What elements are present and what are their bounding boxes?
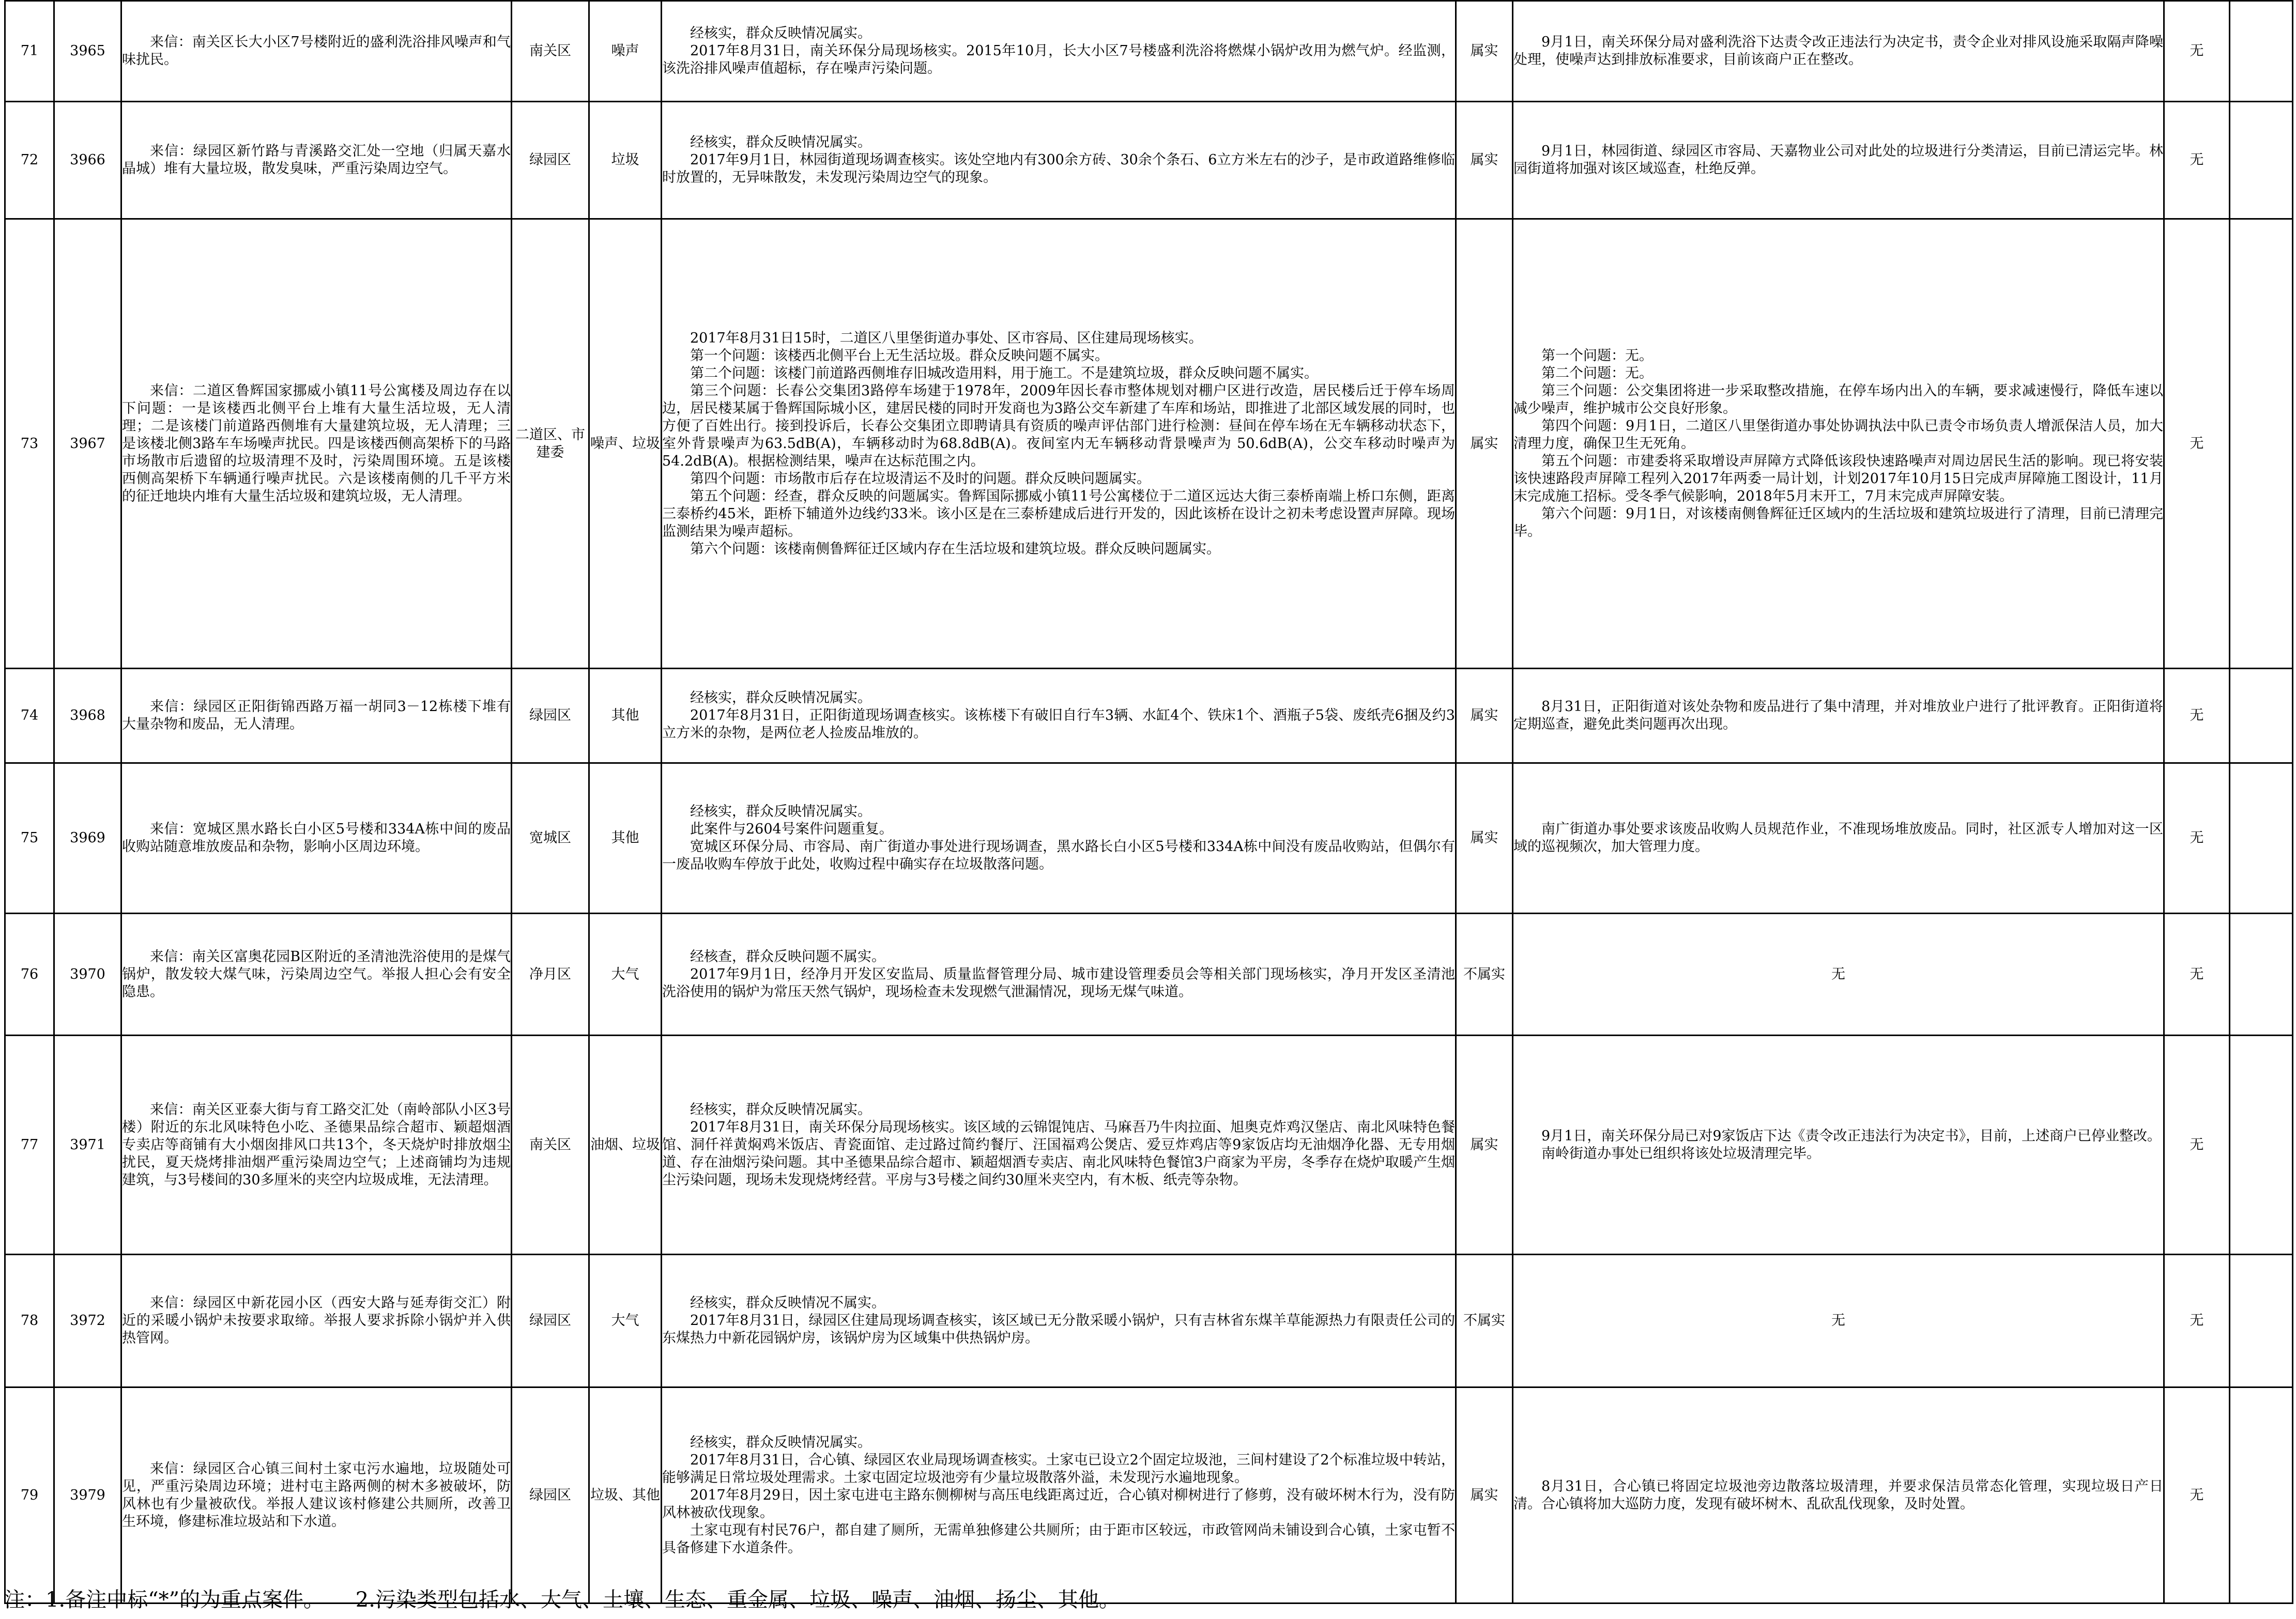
handling-paragraph: 第四个问题：9月1日，二道区八里堡街道办事处协调执法中队已责令市场负责人增派保洁人员，加大清理力度，确保卫生无死角。: [1513, 418, 2163, 452]
pollution-type: 噪声、垃圾: [590, 435, 660, 452]
handling-paragraph: 8月31日，合心镇已将固定垃圾池旁边散落垃圾清理，并要求保洁员常态化管理，实现垃圾日产日清。合心镇将加大巡防力度，发现有破坏树木、乱砍乱伐现象，及时处置。: [1513, 1478, 2163, 1512]
verification-cell: [662, 102, 1456, 219]
case-number: 3966: [70, 152, 105, 168]
report-text: 来信：南关区亚泰大街与育工路交汇处（南岭部队小区3号楼）附近的东北风味特色小吃、圣德果品综合超市、颖超烟酒专卖店等商铺有大小烟囱排风口共13个，冬天烧炉时排放烟尘扰民，夏天烧烤排油烟严重污染周边空气；上述商铺均为违规建筑，与3号楼间的30多厘米的夹空内垃圾成堆，无法清理。: [122, 1101, 511, 1188]
verification-paragraph: 经核实，群众反映情况属实。: [690, 134, 871, 150]
index-cell: [5, 1387, 54, 1603]
handling-paragraph: 第五个问题：市建委将采取增设声屏障方式降低该段快速路噪声对周边居民生活的影响。现已将安装该快速路段声屏障工程列入2017年两委一局计划，计划2017年10月15日完成声屏障施工图设计，11月末完成施工招标。受冬季气候影响，2018年5月末开工，7月末完成声屏障安装。: [1513, 453, 2163, 504]
accountability: 无: [2190, 1313, 2204, 1329]
row-index: 79: [20, 1487, 39, 1503]
handling-paragraph: 第二个问题：无。: [1541, 365, 1653, 381]
handling-cell: [1513, 763, 2164, 914]
verification-paragraph: 2017年8月31日，南关环保分局现场核实。该区域的云锦馄饨店、马麻吾乃牛肉拉面、旭奥克炸鸡汉堡店、南北风味特色餐馆、洞仟祥黄焖鸡米饭店、青瓷面馆、走过路过简约餐厅、汪国福鸡公煲店、爱豆炸鸡店等9家饭店均无油烟净化器、无专用烟道、存在油烟污染问题。其中圣德果品综合超市、颖超烟酒专卖店、南北风味特色餐馆3户商家为平房，冬季存在烧炉取暖产生烟尘污染问题，现场未发现烧烤经营。平房与3号楼之间约30厘米夹空内，有木板、纸壳等杂物。: [662, 1119, 1455, 1188]
report-cell: [121, 1036, 512, 1255]
case-number: 3969: [70, 830, 105, 846]
verification-paragraph: 第四个问题：市场散市后存在垃圾清运不及时的问题。群众反映问题属实。: [690, 470, 1151, 487]
pollution-type-cell: [589, 1387, 662, 1603]
accountability-cell: [2164, 1036, 2230, 1255]
case-number-cell: [54, 1036, 121, 1255]
index-cell: [5, 219, 54, 669]
verification-cell: [662, 763, 1456, 914]
report-cell: [121, 1, 512, 102]
report-text: 来信：南关区长大小区7号楼附近的盛利洗浴排风噪声和气味扰民。: [122, 34, 511, 68]
index-cell: [5, 102, 54, 219]
status-cell: [1456, 1387, 1513, 1603]
remark-cell: [2230, 1387, 2293, 1603]
accountability: 无: [2190, 1136, 2204, 1153]
row-index: 78: [20, 1313, 39, 1329]
pollution-type: 其他: [611, 707, 639, 723]
handling-none: 无: [1831, 966, 1845, 982]
report-cell: [121, 1255, 512, 1387]
district-cell: [512, 914, 589, 1036]
handling-paragraph: 9月1日，林园街道、绿园区市容局、天嘉物业公司对此处的垃圾进行分类清运，目前已清运完毕。林园街道将加强对该区域巡查，杜绝反弹。: [1513, 143, 2163, 177]
accountability-cell: [2164, 1, 2230, 102]
district: 绿园区: [529, 152, 571, 168]
remark-cell: [2230, 102, 2293, 219]
accountability-cell: [2164, 1255, 2230, 1387]
case-number: 3965: [70, 43, 105, 59]
verified-status: 属实: [1470, 435, 1498, 452]
district-cell: [512, 1, 589, 102]
handling-paragraph: 南岭街道办事处已组织将该处垃圾清理完毕。: [1541, 1145, 1820, 1162]
case-number-cell: [54, 763, 121, 914]
district-cell: [512, 219, 589, 669]
handling-paragraph: 第六个问题：9月1日，对该楼南侧鲁辉征迁区域内的生活垃圾和建筑垃圾进行了清理，目前已清理完毕。: [1513, 505, 2163, 539]
case-number: 3968: [70, 707, 105, 723]
verification-paragraph: 第二个问题：该楼门前道路西侧堆存旧城改造用料，用于施工。不是建筑垃圾，群众反映问题不属实。: [690, 365, 1318, 381]
pollution-type-cell: [589, 1036, 662, 1255]
row-index: 74: [20, 707, 39, 723]
district: 绿园区: [529, 707, 571, 723]
verified-status: 属实: [1470, 152, 1498, 168]
district: 宽城区: [529, 830, 571, 846]
accountability-cell: [2164, 669, 2230, 763]
remark-cell: [2230, 1, 2293, 102]
remark-cell: [2230, 219, 2293, 669]
verification-cell: [662, 1255, 1456, 1387]
case-number-cell: [54, 669, 121, 763]
handling-cell: [1513, 219, 2164, 669]
footnote: [4, 1589, 1144, 1611]
handling-cell: [1513, 1387, 2164, 1603]
table-row: [5, 669, 2293, 763]
pollution-type-cell: [589, 914, 662, 1036]
status-cell: [1456, 1255, 1513, 1387]
accountability-cell: [2164, 102, 2230, 219]
report-cell: [121, 219, 512, 669]
district: 南关区: [529, 43, 571, 59]
table-row: [5, 914, 2293, 1036]
accountability-cell: [2164, 763, 2230, 914]
verification-cell: [662, 1036, 1456, 1255]
case-number-cell: [54, 219, 121, 669]
handling-cell: [1513, 669, 2164, 763]
table-body: [5, 1, 2293, 1603]
pollution-type: 垃圾: [611, 152, 639, 168]
pollution-type-cell: [589, 219, 662, 669]
pollution-type-cell: [589, 669, 662, 763]
index-cell: [5, 914, 54, 1036]
verification-paragraph: 2017年8月29日，因土家屯进屯主路东侧柳树与高压电线距离过近，合心镇对柳树进行了修剪，没有破坏树木行为，没有防风林被砍伐现象。: [662, 1487, 1455, 1521]
verification-paragraph: 2017年8月31日，合心镇、绿园区农业局现场调查核实。土家屯已设立2个固定垃圾池，三间村建设了2个标准垃圾中转站，能够满足日常垃圾处理需求。土家屯固定垃圾池旁有少量垃圾散落外溢，未发现污水遍地现象。: [662, 1452, 1455, 1486]
status-cell: [1456, 102, 1513, 219]
case-number: 3970: [70, 966, 105, 982]
verified-status: 属实: [1470, 1136, 1498, 1153]
pollution-type: 噪声: [611, 43, 639, 59]
district: 绿园区: [529, 1487, 571, 1503]
handling-paragraph: 9月1日，南关环保分局已对9家饭店下达《责令改正违法行为决定书》，目前，上述商户已停业整改。: [1541, 1128, 2162, 1144]
district-cell: [512, 102, 589, 219]
row-index: 71: [20, 43, 39, 59]
report-text: 来信：绿园区中新花园小区（西安大路与延寿街交汇）附近的采暖小锅炉未按要求取缔。举报人要求拆除小锅炉并入供热管网。: [122, 1295, 511, 1346]
verified-status: 属实: [1470, 830, 1498, 846]
verified-status: 属实: [1470, 43, 1498, 59]
remark-cell: [2230, 1036, 2293, 1255]
verification-paragraph: 经核实，群众反映情况属实。: [690, 1101, 871, 1118]
case-number-cell: [54, 1387, 121, 1603]
verification-paragraph: 第六个问题：该楼南侧鲁辉征迁区域内存在生活垃圾和建筑垃圾。群众反映问题属实。: [690, 541, 1220, 557]
case-table: [4, 0, 2293, 1604]
accountability: 无: [2190, 43, 2204, 59]
footnote-2: 2.污染类型包括水、大气、土壤、生态、重金属、垃圾、噪声、油烟、扬尘、其他。: [355, 1588, 1120, 1612]
district-cell: [512, 1036, 589, 1255]
handling-cell: [1513, 1, 2164, 102]
pollution-type-cell: [589, 102, 662, 219]
row-index: 73: [20, 435, 39, 452]
verified-status: 不属实: [1463, 966, 1505, 982]
district: 绿园区: [529, 1313, 571, 1329]
handling-cell: [1513, 1036, 2164, 1255]
index-cell: [5, 1, 54, 102]
verification-paragraph: 2017年9月1日，林园街道现场调查核实。该处空地内有300余方砖、30余个条石、6立方米左右的沙子，是市政道路维修临时放置的，无异味散发，未发现污染周边空气的现象。: [662, 152, 1455, 186]
table-row: [5, 763, 2293, 914]
pollution-type: 垃圾、其他: [590, 1487, 660, 1503]
case-number: 3979: [70, 1487, 105, 1503]
accountability-cell: [2164, 1387, 2230, 1603]
district: 南关区: [529, 1136, 571, 1153]
row-index: 76: [20, 966, 39, 982]
verification-paragraph: 土家屯现有村民76户，都自建了厕所，无需单独修建公共厕所；由于距市区较远，市政管网尚未铺设到合心镇，土家屯暂不具备修建下水道条件。: [662, 1522, 1455, 1556]
report-text: 来信：二道区鲁辉国家挪威小镇11号公寓楼及周边存在以下问题：一是该楼西北侧平台上堆有大量生活垃圾，无人清理；二是该楼门前道路西侧堆有大量建筑垃圾，无人清理；三是该楼北侧3路车车场噪声扰民。四是该楼西侧高架桥下的马路市场散市后遗留的垃圾清理不及时，污染周围环境。五是该楼西侧高架桥下车辆通行噪声扰民。六是该楼南侧的几千平方米的征迁地块内堆有大量生活垃圾和建筑垃圾，无人清理。: [122, 382, 511, 504]
accountability: 无: [2190, 707, 2204, 723]
verification-paragraph: 经核实，群众反映情况属实。: [690, 1434, 871, 1451]
verification-paragraph: 经核实，群众反映情况属实。: [690, 804, 871, 820]
case-number: 3972: [70, 1313, 105, 1329]
verification-cell: [662, 219, 1456, 669]
report-cell: [121, 1387, 512, 1603]
verification-paragraph: 2017年8月31日，南关环保分局现场核实。2015年10月，长大小区7号楼盛利洗浴将燃煤小锅炉改用为燃气炉。经监测，该洗浴排风噪声值超标，存在噪声污染问题。: [662, 43, 1455, 76]
district: 二道区、市建委: [515, 426, 585, 460]
pollution-type-cell: [589, 763, 662, 914]
case-number-cell: [54, 914, 121, 1036]
report-cell: [121, 669, 512, 763]
status-cell: [1456, 219, 1513, 669]
accountability: 无: [2190, 830, 2204, 846]
verification-paragraph: 第一个问题：该楼西北侧平台上无生活垃圾。群众反映问题不属实。: [690, 347, 1109, 364]
handling-paragraph: 8月31日，正阳街道对该处杂物和废品进行了集中清理，并对堆放业户进行了批评教育。正阳街道将定期巡查，避免此类问题再次出现。: [1513, 699, 2163, 732]
verification-paragraph: 第五个问题：经查，群众反映的问题属实。鲁辉国际挪威小镇11号公寓楼位于二道区远达大街三泰桥南端上桥口东侧，距离三泰桥约45米，距桥下辅道外边线约33米。该小区是在三泰桥建成后进行开发的，因此该桥在设计之初未考虑设置声屏障。现场监测结果为噪声超标。: [662, 488, 1455, 539]
case-number-cell: [54, 1255, 121, 1387]
verification-cell: [662, 1, 1456, 102]
pollution-type: 油烟、垃圾: [590, 1136, 660, 1153]
accountability: 无: [2190, 966, 2204, 982]
accountability: 无: [2190, 435, 2204, 452]
verification-paragraph: 第三个问题：长春公交集团3路停车场建于1978年，2009年因长春市整体规划对棚户区进行改造，居民楼后迁于停车场周边，居民楼某属于鲁辉国际城小区，建居民楼的同时开发商也为3路公交车新建了车库和场站，即推进了北部区域发展的同时，也方便了百姓出行。接到投诉后，长春公交集团立即聘请具有资质的噪声评估部门进行检测：昼间在停车场在无车辆移动状态下，室外背景噪声为63.5dB(A)，车辆移动时为68.8dB(A)。夜间室内无车辆移动背景噪声为 50.6dB(A)，公交车移动时噪声为54.2dB(A)。根据检测结果，噪声在达标范围之内。: [662, 382, 1455, 469]
status-cell: [1456, 1036, 1513, 1255]
verified-status: 属实: [1470, 707, 1498, 723]
status-cell: [1456, 763, 1513, 914]
handling-cell: [1513, 102, 2164, 219]
verified-status: 属实: [1470, 1487, 1498, 1503]
index-cell: [5, 1036, 54, 1255]
report-cell: [121, 914, 512, 1036]
index-cell: [5, 763, 54, 914]
district-cell: [512, 763, 589, 914]
report-text: 来信：宽城区黑水路长白小区5号楼和334A栋中间的废品收购站随意堆放废品和杂物，影响小区周边环境。: [122, 821, 511, 855]
verification-cell: [662, 669, 1456, 763]
pollution-type: 大气: [611, 966, 639, 982]
handling-paragraph: 第一个问题：无。: [1541, 347, 1653, 364]
report-text: 来信：绿园区新竹路与青溪路交汇处一空地（归属天嘉水晶城）堆有大量垃圾，散发臭味，严重污染周边空气。: [122, 143, 511, 177]
case-number-cell: [54, 1, 121, 102]
verification-cell: [662, 1387, 1456, 1603]
remark-cell: [2230, 763, 2293, 914]
district-cell: [512, 1255, 589, 1387]
table-row: [5, 1387, 2293, 1603]
report-text: 来信：绿园区合心镇三间村土家屯污水遍地，垃圾随处可见，严重污染周边环境；进村屯主路两侧的树木多被破坏，防风林也有少量被砍伐。举报人建议该村修建公共厕所，改善卫生环境，修建标准垃圾站和下水道。: [122, 1460, 511, 1530]
handling-paragraph: 第三个问题：公交集团将进一步采取整改措施，在停车场内出入的车辆，要求减速慢行，降低车速以减少噪声，维护城市公交良好形象。: [1513, 382, 2163, 417]
verification-paragraph: 2017年9月1日，经净月开发区安监局、质量监督管理分局、城市建设管理委员会等相关部门现场核实，净月开发区圣清池洗浴使用的锅炉为常压天然气锅炉，现场检查未发现燃气泄漏情况，现场无煤气味道。: [662, 966, 1455, 1000]
accountability: 无: [2190, 1487, 2204, 1503]
verification-paragraph: 经核实，群众反映情况不属实。: [690, 1295, 885, 1311]
pollution-type-cell: [589, 1255, 662, 1387]
handling-none: 无: [1831, 1313, 1845, 1329]
row-index: 77: [20, 1136, 39, 1153]
remark-cell: [2230, 1255, 2293, 1387]
verification-paragraph: 经核查，群众反映问题不属实。: [690, 948, 885, 965]
pollution-type: 大气: [611, 1313, 639, 1329]
case-number-cell: [54, 102, 121, 219]
district: 净月区: [529, 966, 571, 982]
verified-status: 不属实: [1463, 1313, 1505, 1329]
verification-paragraph: 2017年8月31日，绿园区住建局现场调查核实，该区域已无分散采暖小锅炉，只有吉林省东煤羊草能源热力有限责任公司的东煤热力中新花园锅炉房，该锅炉房为区域集中供热锅炉房。: [662, 1313, 1455, 1346]
handling-cell: [1513, 914, 2164, 1036]
index-cell: [5, 669, 54, 763]
verification-paragraph: 经核实，群众反映情况属实。: [690, 25, 871, 41]
status-cell: [1456, 914, 1513, 1036]
remark-cell: [2230, 669, 2293, 763]
pollution-type: 其他: [611, 830, 639, 846]
accountability: 无: [2190, 152, 2204, 168]
accountability-cell: [2164, 914, 2230, 1036]
table-row: [5, 1, 2293, 102]
status-cell: [1456, 669, 1513, 763]
verification-paragraph: 2017年8月31日15时，二道区八里堡街道办事处、区市容局、区住建局现场核实。: [690, 330, 1203, 346]
verification-paragraph: 2017年8月31日，正阳街道现场调查核实。该栋楼下有破旧自行车3辆、水缸4个、铁床1个、酒瓶子5袋、废纸壳6捆及约3立方米的杂物，是两位老人捡废品堆放的。: [662, 707, 1455, 741]
report-cell: [121, 763, 512, 914]
handling-cell: [1513, 1255, 2164, 1387]
status-cell: [1456, 1, 1513, 102]
verification-paragraph: 此案件与2604号案件问题重复。: [690, 821, 893, 837]
report-text: 来信：绿园区正阳街锦西路万福一胡同3－12栋楼下堆有大量杂物和废品，无人清理。: [122, 699, 511, 732]
table-row: [5, 102, 2293, 219]
row-index: 72: [20, 152, 39, 168]
remark-cell: [2230, 914, 2293, 1036]
pollution-type-cell: [589, 1, 662, 102]
table-row: [5, 219, 2293, 669]
table-row: [5, 1036, 2293, 1255]
footnote-1: 注：1.备注中标“*”的为重点案件。: [4, 1588, 325, 1612]
district-cell: [512, 1387, 589, 1603]
accountability-cell: [2164, 219, 2230, 669]
case-number: 3971: [70, 1136, 105, 1153]
verification-paragraph: 宽城区环保分局、市容局、南广街道办事处进行现场调查，黑水路长白小区5号楼和334A栋中间没有废品收购站，但偶尔有一废品收购车停放于此处，收购过程中确实存在垃圾散落问题。: [662, 839, 1455, 872]
verification-cell: [662, 914, 1456, 1036]
report-cell: [121, 102, 512, 219]
index-cell: [5, 1255, 54, 1387]
case-number: 3967: [70, 435, 105, 452]
row-index: 75: [20, 830, 39, 846]
report-text: 来信：南关区富奥花园B区附近的圣清池洗浴使用的是煤气锅炉，散发较大煤气味，污染周边空气。举报人担心会有安全隐患。: [122, 948, 511, 1000]
verification-paragraph: 经核实，群众反映情况属实。: [690, 690, 871, 706]
handling-paragraph: 南广街道办事处要求该废品收购人员规范作业，不准现场堆放废品。同时，社区派专人增加对这一区域的巡视频次，加大管理力度。: [1513, 821, 2163, 855]
handling-paragraph: 9月1日，南关环保分局对盛利洗浴下达责令改正违法行为决定书，责令企业对排风设施采取隔声降噪处理，使噪声达到排放标准要求，目前该商户正在整改。: [1513, 34, 2163, 68]
table-row: [5, 1255, 2293, 1387]
district-cell: [512, 669, 589, 763]
